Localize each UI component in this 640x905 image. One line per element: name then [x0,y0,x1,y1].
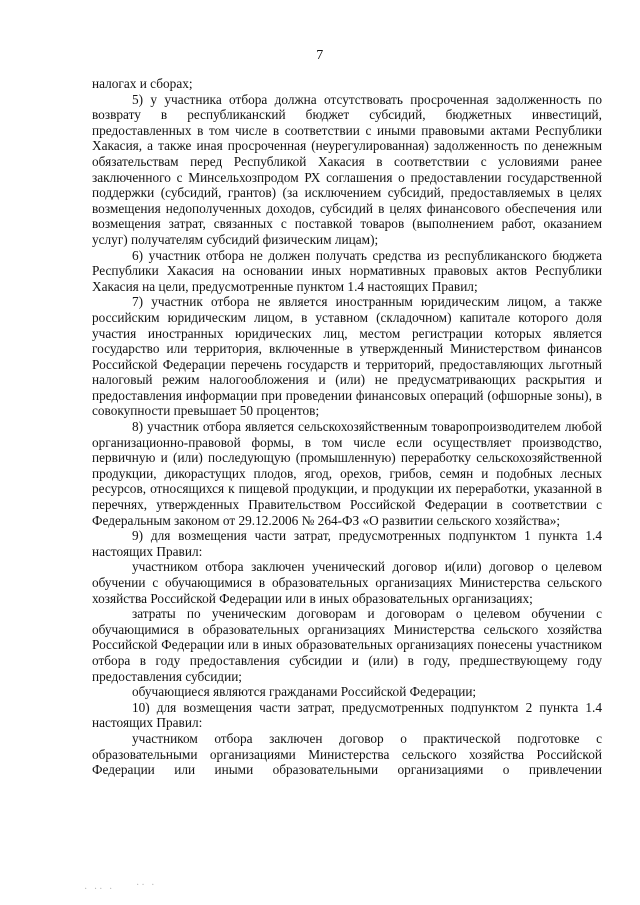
document-text-body [92,76,602,778]
paragraph-item-9-condition-1: участником отбора заключен ученический договор и(или) договор о целевом обучении с обучающимися в образовательных организациях Министерства сельского хозяйства Российской Федерации или в иных образовательных организациях; [92,559,602,606]
paragraph-item-8: 8) участник отбора является сельскохозяйственным товаропроизводителем любой организационно-правовой формы, в том числе если осуществляет производство, первичную и (или) последующую (промышленную) переработку сельскохозяйственной продукции, дикорастущих плодов, ягод, орехов, грибов, семян и подобных лесных ресурсов, относящихся к пищевой продукции, и продукции их переработки, указанной в перечнях, утвержденных Правительством Российской Федерации в соответствии с Федеральным законом от 29.12.2006 № 264-ФЗ «О развитии сельского хозяйства»; [92,419,602,528]
paragraph-continuation: налогах и сборах; [92,76,193,91]
scan-artifact: · ·· · [84,884,115,895]
paragraph-item-5: 5) у участника отбора должна отсутствовать просроченная задолженность по возврату в республиканский бюджет субсидий, бюджетных инвестиций, предоставленных в том числе в соответствии с иными правовыми актами Республики Хакасия, а также иная просроченная (неурегулированная) задолженность по денежным обязательствам перед Республикой Хакасия в соответствии с условиями ранее заключенного с Минсельхозпродом РХ соглашения о предоставлении государственной поддержки (субсидий, грантов) (за исключением субсидий, предоставляемых в целях возмещения недополученных доходов, субсидий в целях финансового обеспечения или возмещения затрат, связанных с поставкой товаров (выполнением работ, оказанием услуг) получателям субсидий физическим лицам); [92,91,602,247]
paragraph-item-7: 7) участник отбора не является иностранным юридическим лицом, а также российским юридическим лицом, в уставном (складочном) капитале которого доля участия иностранных юридических лиц, местом регистрации которых является государство или территория, включенные в утвержденный Министерством финансов Российской Федерации перечень государств и территорий, предоставляющих льготный налоговый режим налогообложения и (или) не предусматривающих раскрытия и предоставления информации при проведении финансовых операций (офшорные зоны), в совокупности превышает 50 процентов; [92,294,602,419]
paragraph-item-6: 6) участник отбора не должен получать средства из республиканского бюджета Республики Хакасия на основании иных нормативных правовых актов Республики Хакасия на цели, предусмотренные пунктом 1.4 настоящих Правил; [92,247,602,294]
scan-artifact: ·· · [136,880,157,891]
paragraph-item-9-condition-2: затраты по ученическим договорам и договорам о целевом обучении с обучающимися в образовательных организациях Министерства сельского хозяйства Российской Федерации или в иных образовательных организациях понесены участником отбора в году предоставления субсидии и (или) в году, предшествующему году предоставления субсидии; [92,606,602,684]
paragraph-item-10: 10) для возмещения части затрат, предусмотренных подпунктом 2 пункта 1.4 настоящих Правил: [92,699,602,731]
paragraph-item-9: 9) для возмещения части затрат, предусмотренных подпунктом 1 пункта 1.4 настоящих Правил: [92,528,602,559]
paragraph-item-9-condition-3: обучающиеся являются гражданами Российской Федерации; [132,684,477,700]
paragraph-item-10-condition-1: участником отбора заключен договор о практической подготовке с образовательными организациями Министерства сельского хозяйства Российской Федерации или иными образовательными организациями о привлечении [92,730,602,778]
page-number: 7 [316,48,324,63]
